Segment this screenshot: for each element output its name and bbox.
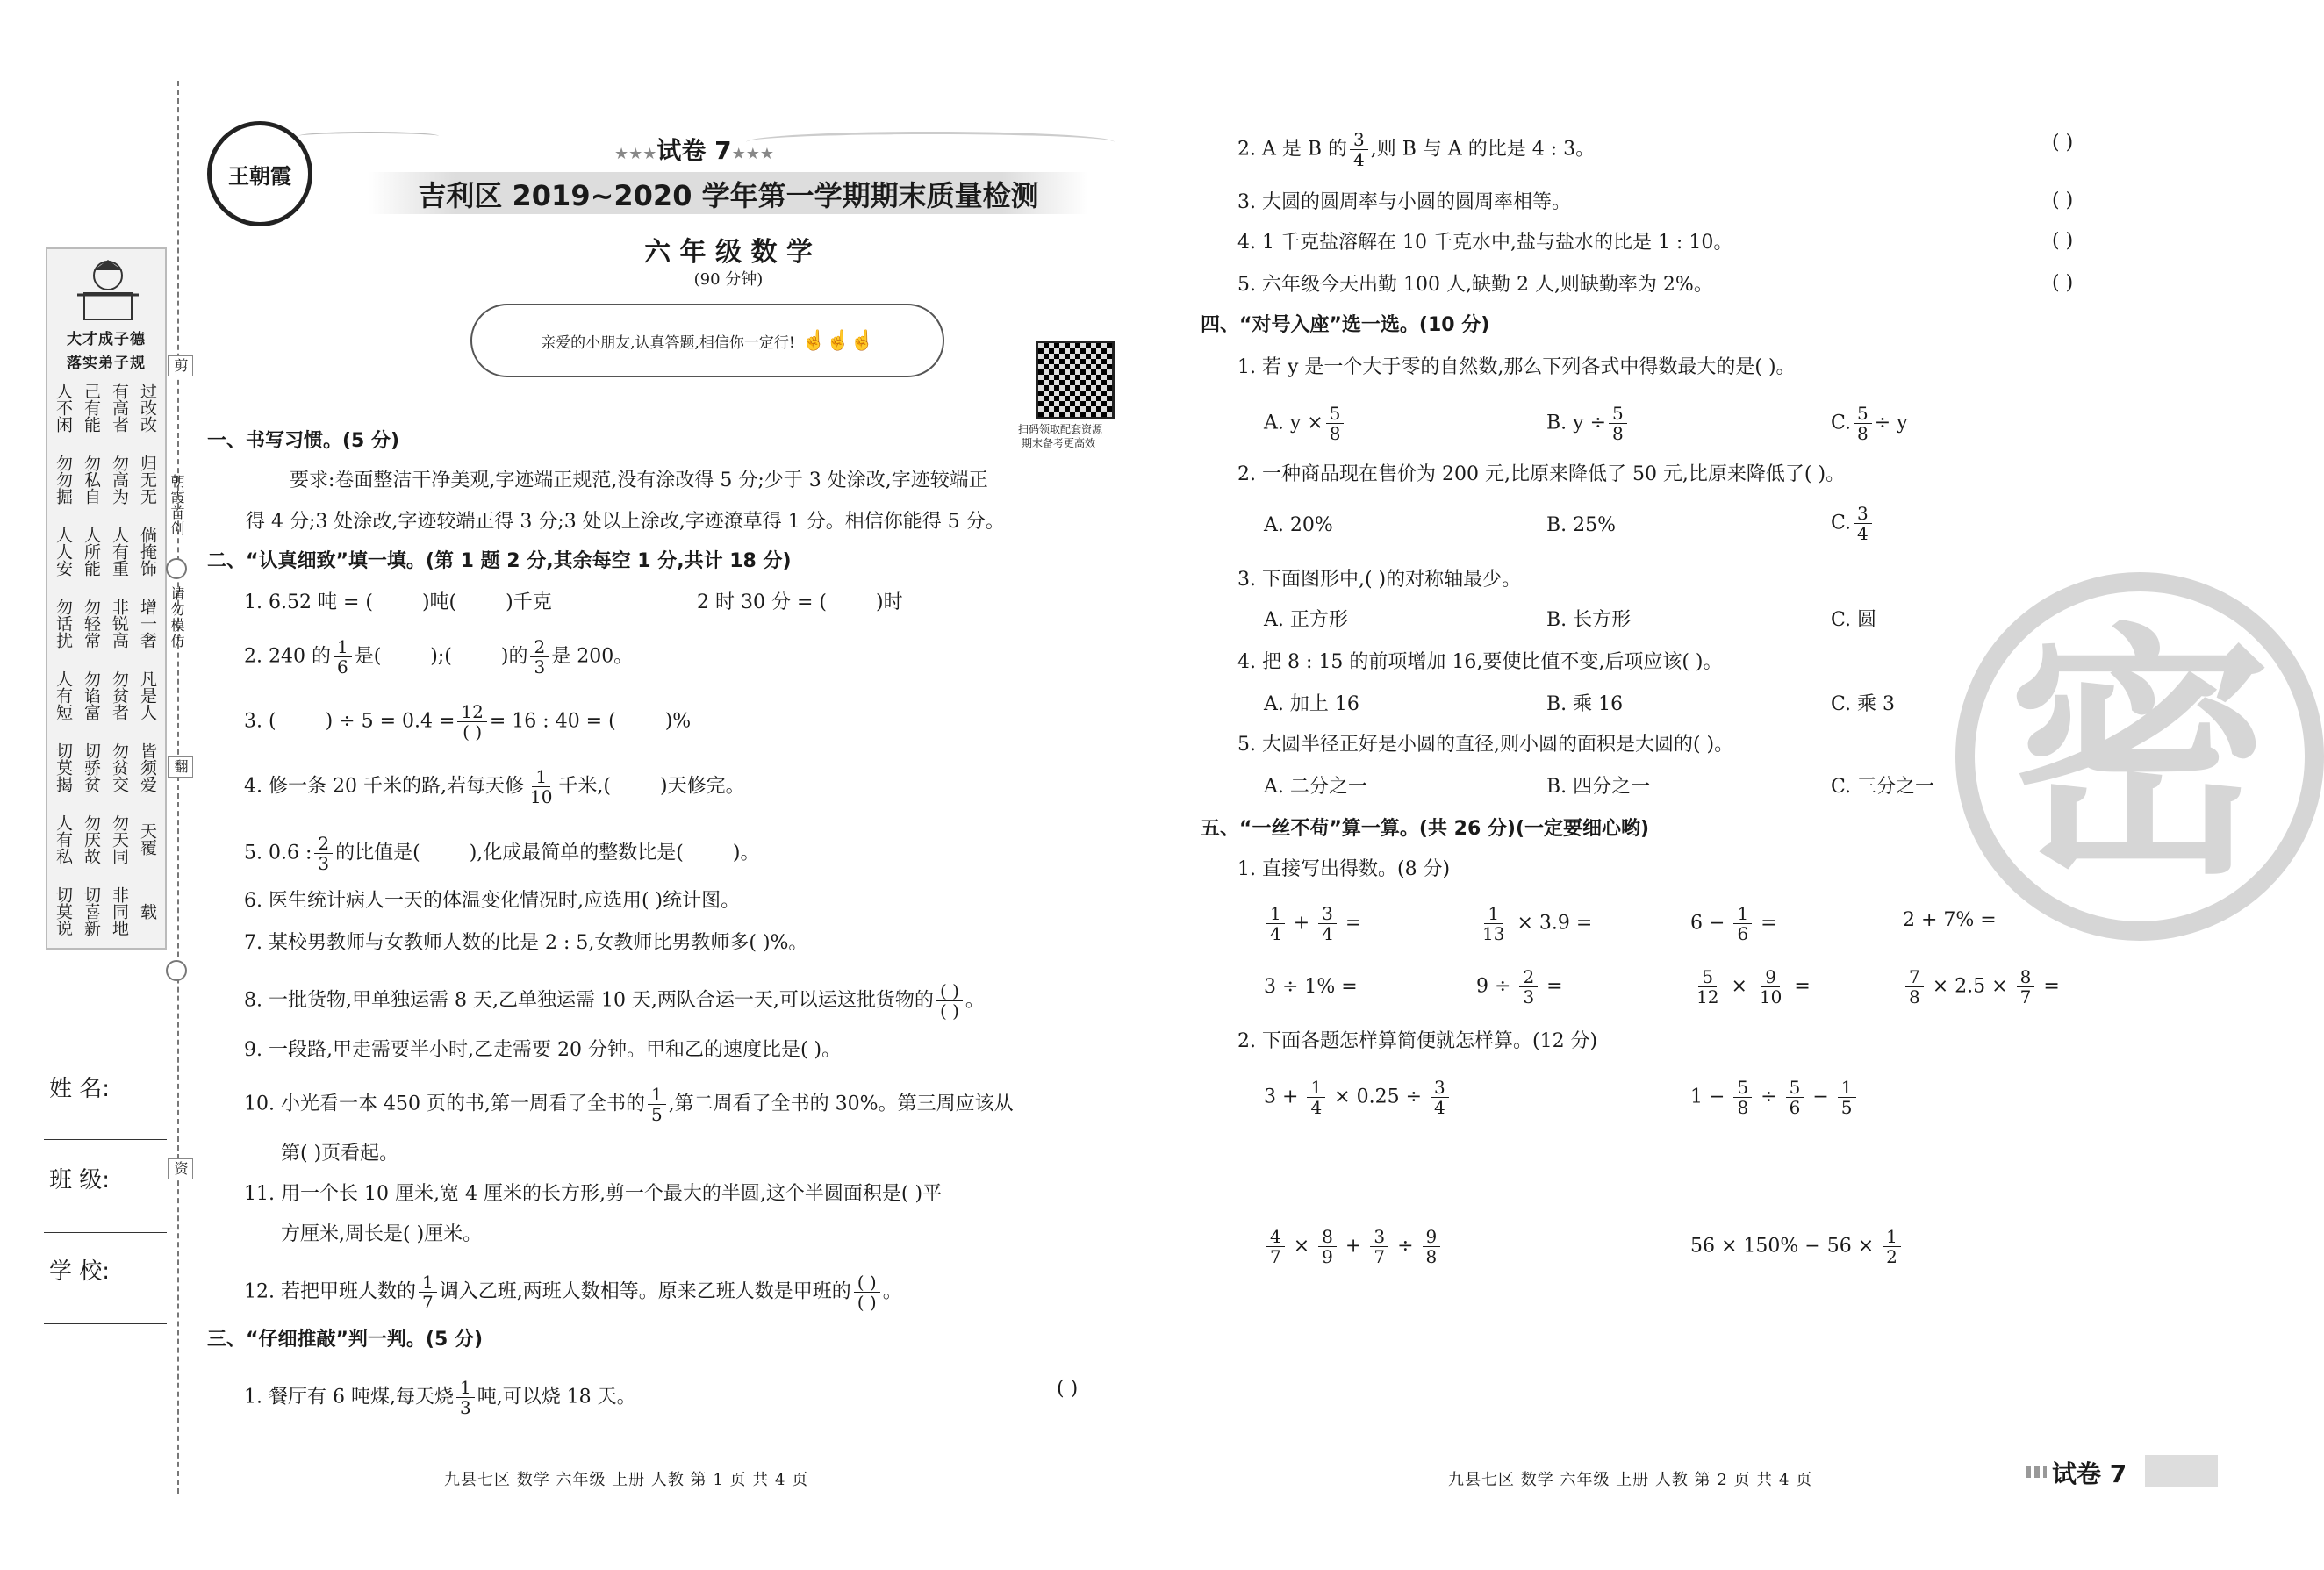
scissor-icon	[166, 960, 187, 981]
subject-title: 六 年 级 数 学	[644, 237, 813, 268]
section5-sub2: 2. 下面各题怎样算简便就怎样算。(12 分)	[1237, 1030, 1598, 1052]
section5-title: 五、“一丝不苟”算一算。(共 26 分)(一定要细心哟)	[1201, 818, 1650, 840]
vertical-note-2: 请勿模仿	[169, 586, 185, 649]
question-2-3: 3. ( ) ÷ 5 = 0.4 = $\frac{12}{( )}$ = 16 : 40 = ( )%	[244, 701, 692, 742]
mascot-icon	[68, 254, 147, 325]
choice-4-3-c[interactable]: C. 圆	[1831, 609, 1877, 631]
question-2-10: 10. 小光看一本 450 页的书,第一周看了全书的 $\frac{1}{5}$ ,第二周看了全书的 30%。第三周应该从	[244, 1084, 1014, 1125]
choice-4-3-b[interactable]: B. 长方形	[1546, 609, 1632, 631]
question-4-4: 4. 把 8 : 15 的前项增加 16,要使比值不变,后项应该( )。	[1237, 651, 1723, 673]
exam-duration: (90 分钟)	[693, 270, 764, 289]
answer-paren-3-5[interactable]: ( )	[2052, 272, 2074, 294]
scissor-icon	[166, 558, 187, 579]
choice-4-4-a[interactable]: A. 加上 16	[1264, 693, 1359, 715]
ribbon-decoration	[298, 132, 439, 140]
question-2-2: 2. 240 的 $\frac{1}{6}$ 是( );( )的 $\frac{2}{3}$ 是 200。	[244, 636, 634, 677]
question-3-4: 4. 1 千克盐溶解在 10 千克水中,盐与盐水的比是 1 : 10。	[1237, 232, 1733, 254]
section3-title: 三、“仔细推敲”判一判。(5 分)	[207, 1329, 483, 1351]
question-4-3: 3. 下面图形中,( )的对称轴最少。	[1237, 569, 1522, 591]
thumbs-up-icon: ☝☝☝	[801, 329, 874, 352]
question-2-5: 5. 0.6 : $\frac{2}{3}$ 的比值是( ),化成最简单的整数比是( )。	[244, 833, 760, 874]
expression-2: $\frac{1}{13}$ × 3.9 =	[1482, 903, 1593, 944]
name-field-line[interactable]	[44, 1139, 167, 1140]
choice-4-4-b[interactable]: B. 乘 16	[1546, 693, 1624, 715]
section1-title: 一、书写习惯。(5 分)	[207, 430, 400, 452]
question-3-3: 3. 大圆的圆周率与小圆的圆周率相等。	[1237, 191, 1571, 213]
section5-sub1: 1. 直接写出得数。(8 分)	[1237, 858, 1451, 880]
name-field-label: 姓 名:	[49, 1076, 111, 1102]
question-3-5: 5. 六年级今天出勤 100 人,缺勤 2 人,则缺勤率为 2%。	[1237, 274, 1713, 296]
calculation-3: $\frac{4}{7}$ × $\frac{8}{9}$ + $\frac{3}{7}$ ÷ $\frac{9}{8}$	[1264, 1227, 1443, 1266]
secret-stamp: 密	[1955, 572, 2324, 941]
question-2-11-cont: 方厘米,周长是( )厘米。	[281, 1223, 483, 1245]
question-3-1: 1. 餐厅有 6 吨煤,每天烧 $\frac{1}{3}$ 吨,可以烧 18 天。	[244, 1377, 636, 1418]
vertical-note-1: 朝霞首创	[169, 474, 185, 537]
choice-4-5-a[interactable]: A. 二分之一	[1264, 776, 1367, 798]
cut-label-3: 资	[168, 1158, 193, 1179]
question-2-11: 11. 用一个长 10 厘米,宽 4 厘米的长方形,剪一个最大的半圆,这个半圆面积是( )平	[244, 1183, 943, 1205]
sidebar-motto-2: 落实弟子规	[53, 348, 160, 372]
choice-4-1-c[interactable]: C. $\frac{5}{8}$ ÷ y	[1831, 403, 1908, 444]
question-2-8: 8. 一批货物,甲单独运需 8 天,乙单独运需 10 天,两队合运一天,可以运这批货物的 $\frac{( )}{( )}$ 。	[244, 980, 985, 1022]
answer-paren-3-4[interactable]: ( )	[2052, 230, 2074, 252]
question-3-2: 2. A 是 B 的 $\frac{3}{4}$ ,则 B 与 A 的比是 4 : 3。	[1237, 129, 1596, 170]
cut-line	[177, 81, 179, 1494]
logo-seal: 王朝霞	[207, 121, 312, 226]
section2-title: 二、“认真细致”填一填。(第 1 题 2 分,其余每空 1 分,共计 18 分)	[207, 550, 792, 572]
answer-paren-3-3[interactable]: ( )	[2052, 190, 2074, 211]
question-2-1b: 2 时 30 分 = ( )时	[697, 591, 903, 613]
choice-4-2-c[interactable]: C. $\frac{3}{4}$	[1831, 504, 1875, 543]
question-2-7: 7. 某校男教师与女教师人数的比是 2 : 5,女教师比男教师多( )%。	[244, 932, 808, 954]
question-4-5: 5. 大圆半径正好是小圆的直径,则小圆的面积是大圆的( )。	[1237, 734, 1734, 756]
sidebar-rules: 人不闲 己有能 有高者 过改改 勿勿掘 勿私自 勿高为 归无无 人人安 人所能 人有重 倘掩饰 勿话扰 勿轻常 非锐高 增一奢 人有短 勿谄富 勿贫者 凡是人 切莫揭 切骄贫 勿贫交 皆须爱 人有私 勿厌故 勿天同 天覆 切莫说 切喜新 非同地 载	[54, 382, 157, 936]
footer-right: 九县七区 数学 六年级 上册 人教 第 2 页 共 4 页	[1448, 1471, 1813, 1489]
page-title: 吉利区 2019~2020 学年第一学期期末质量检测	[418, 179, 1039, 212]
expression-1: $\frac{1}{4}$ + $\frac{3}{4}$ =	[1264, 904, 1361, 943]
expression-4: 2 + 7% =	[1903, 909, 1997, 931]
choice-4-1-b[interactable]: B. y ÷ $\frac{5}{8}$	[1546, 404, 1630, 443]
cut-label-1: 剪	[168, 355, 193, 376]
expression-5: 3 ÷ 1% =	[1264, 976, 1358, 998]
section1-text-line2: 得 4 分;3 处涂改,字迹较端正得 3 分;3 处以上涂改,字迹潦草得 1 分。相信你能得 5 分。	[246, 511, 1005, 533]
class-field-line[interactable]	[44, 1232, 167, 1233]
school-field-label: 学 校:	[49, 1258, 111, 1285]
question-2-6: 6. 医生统计病人一天的体温变化情况时,应选用( )统计图。	[244, 890, 741, 912]
qr-code[interactable]	[1036, 341, 1115, 419]
qr-caption-2: 期末备考更高效	[1022, 437, 1096, 449]
question-2-4: 4. 修一条 20 千米的路,若每天修 $\frac{1}{10}$ 千米,( )天修完。	[244, 766, 745, 807]
section1-text-line1: 要求:卷面整洁干净美观,字迹端正规范,没有涂改得 5 分;少于 3 处涂改,字迹较端正	[290, 470, 988, 491]
choice-4-5-b[interactable]: B. 四分之一	[1546, 776, 1651, 798]
expression-3: 6 − $\frac{1}{6}$ =	[1690, 903, 1777, 944]
expression-8: $\frac{7}{8}$ × 2.5 × $\frac{8}{7}$ =	[1903, 967, 2060, 1007]
encouragement-banner: 亲爱的小朋友,认真答题,相信你一定行! ☝☝☝	[470, 304, 944, 377]
question-2-9: 9. 一段路,甲走需要半小时,乙走需要 20 分钟。甲和乙的速度比是( )。	[244, 1039, 842, 1061]
sidebar-motto-1: 大才成子德	[67, 331, 146, 348]
ribbon-decoration	[746, 132, 1115, 153]
calculation-4: 56 × 150% − 56 × $\frac{1}{2}$	[1690, 1227, 1904, 1266]
footer-left: 九县七区 数学 六年级 上册 人教 第 1 页 共 4 页	[444, 1471, 809, 1489]
choice-4-1-a[interactable]: A. y × $\frac{5}{8}$	[1264, 404, 1346, 443]
answer-paren-3-2[interactable]: ( )	[2052, 132, 2074, 154]
choice-4-2-b[interactable]: B. 25%	[1546, 514, 1617, 536]
question-4-1: 1. 若 y 是一个大于零的自然数,那么下列各式中得数最大的是( )。	[1237, 356, 1796, 378]
section4-title: 四、“对号入座”选一选。(10 分)	[1201, 314, 1490, 336]
cut-label-2: 翻	[168, 756, 193, 778]
choice-4-4-c[interactable]: C. 乘 3	[1831, 693, 1896, 715]
footer-tag: 试卷 7	[2052, 1459, 2127, 1488]
question-2-10-cont: 第( )页看起。	[281, 1143, 399, 1165]
calculation-2: 1 − $\frac{5}{8}$ ÷ $\frac{5}{6}$ − $\frac{1}{5}$	[1690, 1078, 1859, 1117]
footer-tag-dots	[2026, 1466, 2047, 1478]
answer-paren-3-1[interactable]: ( )	[1057, 1378, 1079, 1400]
choice-4-2-a[interactable]: A. 20%	[1264, 514, 1333, 536]
qr-caption-1: 扫码领取配套资源	[1018, 423, 1103, 435]
question-2-12: 12. 若把甲班人数的 $\frac{1}{7}$ 调入乙班,两班人数相等。原来乙班人数是甲班的 $\frac{( )}{( )}$ 。	[244, 1272, 902, 1313]
footer-tag-bar	[2145, 1455, 2218, 1487]
choice-4-3-a[interactable]: A. 正方形	[1264, 609, 1348, 631]
calculation-1: 3 + $\frac{1}{4}$ × 0.25 ÷ $\frac{3}{4}$	[1264, 1078, 1452, 1117]
choice-4-5-c[interactable]: C. 三分之一	[1831, 776, 1935, 798]
expression-6: 9 ÷ $\frac{2}{3}$ =	[1476, 966, 1563, 1007]
class-field-label: 班 级:	[49, 1167, 111, 1194]
question-4-2: 2. 一种商品现在售价为 200 元,比原来降低了 50 元,比原来降低了( )。	[1237, 463, 1846, 485]
school-field-line[interactable]	[44, 1323, 167, 1324]
expression-7: $\frac{5}{12}$ × $\frac{9}{10}$ =	[1696, 966, 1811, 1007]
series-label: ★★★试卷 7★★★	[614, 136, 775, 165]
question-2-1: 1. 6.52 吨 = ( )吨( )千克	[244, 591, 552, 613]
